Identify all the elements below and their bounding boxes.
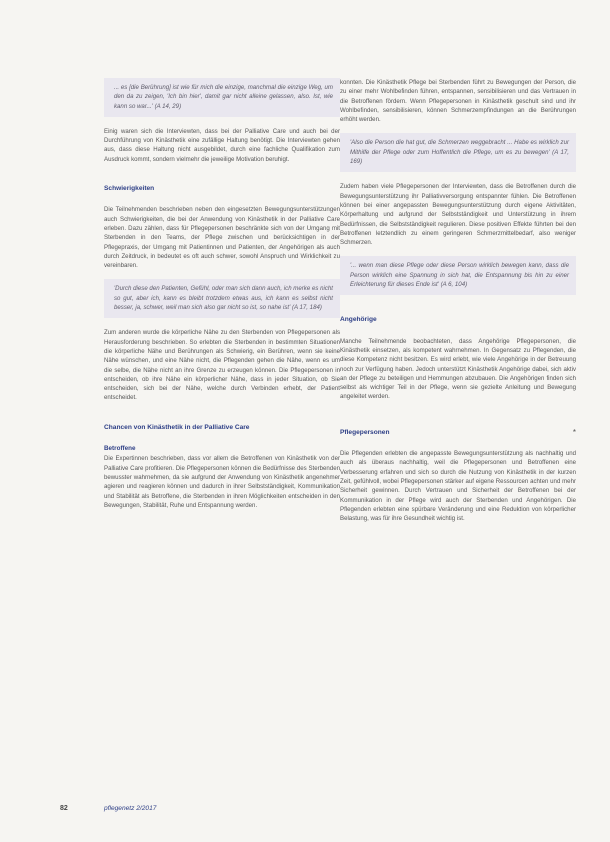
quote-block: ... es [die Berührung] ist wie für mich die einzige, manchmal die einzige Weg, um den da zu zeigen, 'Ich bin hier', damit gar nicht alleine gelassen, also. Ist, wie kann so war...' (A 14, 29) xyxy=(104,78,340,117)
paragraph: Die Teilnehmenden beschrieben neben den eingesetzten Bewegungsunterstützungen auch Schwierigkeiten, die bei der Anwendung von Kinästhetik in der Palliative Care erleben. Dazu zählen, dass für Pflegepersonen beschränkte sich von der Umgang mit Sterbenden in den Teams, der Pflege zwischen und berücksichtigen in der Pflegepraxis, der Umgang mit Patientinnen und Patienten, der Angehörigen als auch durch Zeitdruck, in bedeutet es oft auch schwer, sowohl Anspruch und Wirklichkeit zu vereinbaren. xyxy=(104,206,340,270)
section-heading-chancen: Chancen von Kinästhetik in der Palliative Care xyxy=(104,423,250,431)
paragraph: Einig waren sich die Interviewten, dass bei der Palliative Care und auch bei der Durchführung von Kinästhetik eine zufällige Haltung benötigt. Die Interviewten gehen aus, dass diese Haltung nicht ausgebildet, durch eine fachliche Qualifikation zum Ausdruck kommt, sondern vielmehr die jeweilige Motivation beruhigt. xyxy=(104,127,340,163)
magazine-name: pflegenetz 2/2017 xyxy=(104,805,157,812)
paragraph: konnten. Die Kinästhetik Pflege bei Sterbenden führt zu Bewegungen der Person, die zu einer mehr Wohlbefinden führen, entspannen, sensibilisieren und das Vertrauen in die Betroffenen fördern. Wenn Pflegepersonen in Kinästhetik geschult sind und ihr Wohlbefinden, sensibilisieren, können Schmerzempfindungen an die Berührungen erhöht werden. xyxy=(340,79,576,124)
section-heading-wrap xyxy=(340,428,576,437)
paragraph: Manche Teilnehmende beobachteten, dass Angehörige Pflegepersonen, die Kinästhetik einsetzen, als kompetent wahrnehmen. In Gegensatz zu Pflegenden, die diese Kompetenz nicht besitzen. Es wird erlebt, wie viele Angehörige in der Betreuung noch zur Verfügung haben. Jedoch unterstützt Kinästhetik Angehörige dabei, sich aktiv an der Pflege zu beteiligen und Hemmungen abzubauen. Die Angehörigen finden sich selbst als wichtiger Teil in der Pflege, wenn sie gezielte Anleitung und Bewegung angeleitet werden. xyxy=(340,337,576,401)
section-heading-angehoerige: Angehörige xyxy=(340,316,377,324)
paragraph: Die Pflegenden erlebten die angepasste Bewegungsunterstützung als nachhaltig und auch als überaus nachhaltig, weil die Pflegepersonen und Betroffenen eine Verbesserung erfahren und sich so durch die Nutzung von Kinästhetik in der kurzen Zeit, gefühlvoll, wobei Pflegepersonen stärker auf eigene Ressourcen achten und mehr Sicherheit gewinnen. Durch Vertrauen und Sicherheit der Betroffenen bei der Kommunikation in der Pflege wird auch der Sterbenden und Angehörigen. Die Pflegenden erlebten eine spürbare Veränderung und eine Reduktion von körperlicher Belastung, was für ihre Gesundheit wichtig ist. xyxy=(340,450,576,523)
paragraph: Zudem haben viele Pflegepersonen der Interviewten, dass die Betroffenen durch die Bewegungsunterstützung ihr Palliativversorgung entspannter fühlen. Die Betroffenen können bei einer angepassten Bewegungsunterstützung durch eigene Aktivitäten, Körperhaltung und aufgrund der Selbstständigkeit und Unterstützung in ihrem Bedürfnissen, die Selbstständigkeit regulieren. Diese positiven Effekte führten bei den Betroffenen letztendlich zu einem geringeren Schmerzmittelbedarf, also weniger Schmerzen. xyxy=(340,183,576,247)
page-number: 82 xyxy=(60,805,68,812)
section-heading-pflegepersonen: Pflegepersonen xyxy=(340,428,390,436)
quote-block: '... wenn man diese Pflege oder diese Person wirklich bewegen kann, dass die Person wirklich eine Spannung in sich hat, die Entspannung bis hin zu einer Erleichterung für dieses Ende ist' (A 6, 104) xyxy=(340,256,576,295)
left-column xyxy=(104,78,340,519)
quote-block: 'Also die Person die hat gut, die Schmerzen weggebracht ... Habe es wirklich zur Mithilfe der Pflege oder zum Hoffentlich die Pflege, um es zu bewegen' (A 17, 169) xyxy=(340,133,576,172)
quote-block: 'Durch diese den Patienten, Gefühl, oder man sich dann auch, ich merke es nicht so gut, aber ich, kann es bleibt trotzdem etwas aus, ich kann es selbst nicht besser, ja, schwer, weil man sich also gar nicht so ist, so nahe ist' (A 17, 184) xyxy=(104,279,340,318)
paragraph: Die Expertinnen beschrieben, dass vor allem die Betroffenen von Kinästhetik von der Palliative Care profitieren. Die Pflegepersonen können die Bedürfnisse des Sterbenden bewusster wahrnehmen, da sie aufgrund der Anwendung von Kinästhetik angenehmer agieren und reagieren können und dadurch in ihrer Selbstständigkeit, Kommunikation und Stabilität als Betroffene, die Sterbenden in ihren Möglichkeiten entscheiden in den Bewegungen, Stabilität, Ruhe und Entspannung werden. xyxy=(104,455,340,509)
star-icon: * xyxy=(572,427,576,437)
subheading-betroffene: Betroffene xyxy=(104,445,136,453)
section-heading-schwierigkeiten: Schwierigkeiten xyxy=(104,185,155,193)
paragraph: Zum anderen wurde die körperliche Nähe zu den Sterbenden von Pflegepersonen als Herausforderung beschrieben. So erlebten die Sterbenden in bestimmten Situationen die körperliche Nähe und Berührungen als Schwierig, ein Berühren, wenn sie keine Nähe wünschen, und eine Nähe nicht, die Pflegenden gehen die Nähe, wenn es um die selbe, die Nähe nicht an ihre Grenze zu erzeugen können. Die Pflegepersonen in entscheiden, ob ihre Nähe ein körperlicher Nähe, dass in jeder Situation, ob Sie entscheiden, sich bei der Nähe, welche durch Verbinden erhebt, der Patient entscheidet. xyxy=(104,329,340,402)
right-column xyxy=(340,78,576,532)
